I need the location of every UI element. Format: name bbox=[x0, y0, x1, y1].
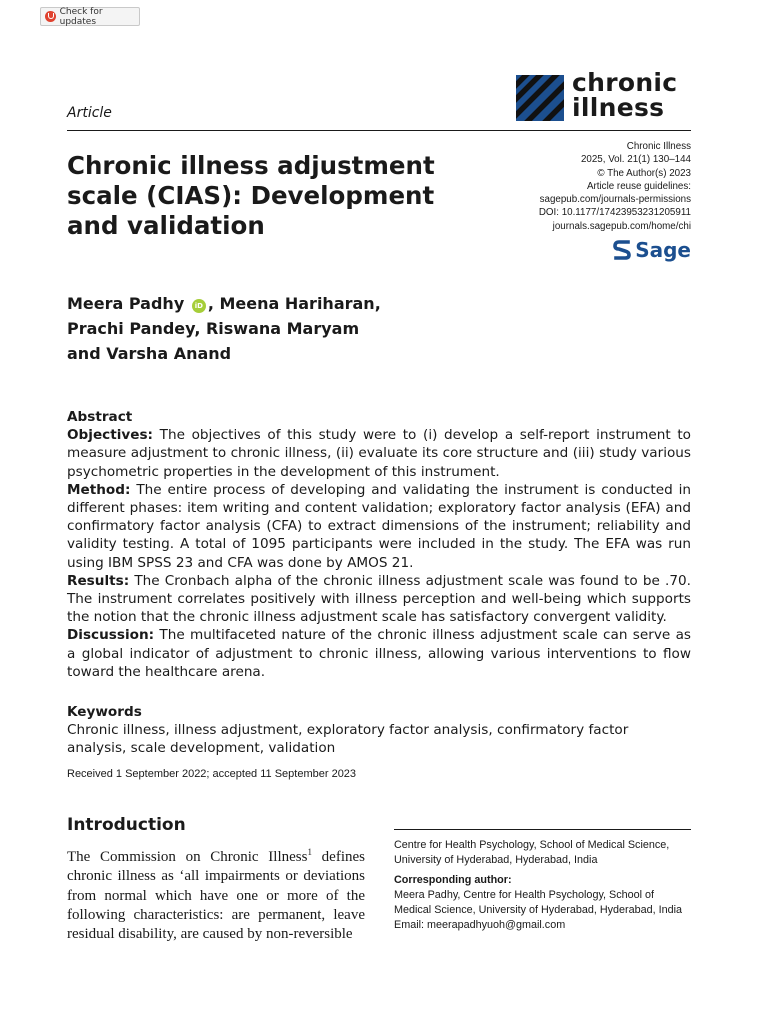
journal-logo-line1: chronic bbox=[572, 68, 678, 97]
header-rule bbox=[67, 130, 691, 131]
intro-text: defines chronic illness as ‘all impairments or deviations from normal which have one or more of the following characteristics: are permanent, leave residual disability, are caused by non-reversible bbox=[67, 849, 365, 943]
section-text: The objectives of this study were to (i) develop a self-report instrument to measure adjustment to chronic illness, (ii) evaluate its core structure and (iii) study various psychometric properties in the development of this instrument. bbox=[67, 427, 691, 480]
journal-logo-mark-icon bbox=[516, 75, 564, 121]
meta-home-link[interactable]: journals.sagepub.com/home/chi bbox=[552, 220, 691, 232]
footnote bbox=[394, 838, 694, 934]
sage-s-icon bbox=[613, 239, 631, 261]
journal-meta bbox=[539, 140, 691, 233]
check-for-updates-label: Check for updates bbox=[59, 6, 103, 27]
meta-volume: 2025, Vol. 21(1) 130–144 bbox=[580, 154, 691, 166]
section-label: Discussion: bbox=[67, 627, 155, 644]
publisher-logo bbox=[613, 238, 691, 262]
author-names: Prachi Pandey, Riswana Maryam bbox=[67, 319, 360, 338]
article-title: Chronic illness adjustment scale (CIAS): Development and validation bbox=[67, 151, 435, 240]
journal-logo bbox=[572, 70, 677, 120]
citation-ref[interactable]: 1 bbox=[307, 847, 312, 857]
introduction-heading: Introduction bbox=[67, 815, 186, 835]
affiliation: Centre for Health Psychology, School of Medical Science, University of Hyderabad, Hyderabad, India bbox=[394, 839, 670, 867]
footnote-rule bbox=[394, 829, 691, 830]
journal-logo-line2: illness bbox=[572, 93, 665, 122]
meta-reuse-link[interactable]: sagepub.com/journals-permissions bbox=[539, 194, 691, 206]
keywords-text: Chronic illness, illness adjustment, exploratory factor analysis, confirmatory factor analysis, scale development, validation bbox=[67, 722, 629, 757]
author-names: and Varsha Anand bbox=[67, 344, 232, 363]
intro-text: The Commission on Chronic Illness bbox=[67, 849, 308, 865]
check-for-updates-button[interactable] bbox=[40, 7, 140, 26]
meta-doi[interactable]: DOI: 10.1177/17423953231205911 bbox=[538, 207, 691, 219]
email[interactable]: Email: meerapadhyuoh@gmail.com bbox=[394, 919, 566, 932]
section-label: Objectives: bbox=[67, 427, 153, 444]
abstract-discussion bbox=[67, 626, 691, 681]
corresponding-text: Meera Padhy, Centre for Health Psychology, School of Medical Science, University of Hyderabad, Hyderabad, India bbox=[394, 888, 683, 917]
author-name: Meera Padhy bbox=[67, 294, 185, 313]
article-type: Article bbox=[67, 105, 112, 121]
author-names: , Meena Hariharan, bbox=[207, 294, 381, 313]
section-label: Results: bbox=[67, 572, 130, 589]
crossmark-icon bbox=[45, 11, 56, 22]
meta-reuse: Article reuse guidelines: bbox=[586, 180, 691, 192]
abstract-objectives bbox=[67, 426, 691, 481]
keywords-heading: Keywords bbox=[67, 704, 142, 720]
publisher-name: Sage bbox=[635, 238, 691, 262]
author-list bbox=[67, 291, 397, 366]
corresponding-label: Corresponding author: bbox=[394, 873, 512, 886]
orcid-icon[interactable]: iD bbox=[192, 299, 206, 313]
abstract-method bbox=[67, 481, 691, 572]
meta-copyright: © The Author(s) 2023 bbox=[597, 167, 691, 179]
keywords bbox=[67, 703, 691, 758]
section-text: The multifaceted nature of the chronic illness adjustment scale can serve as a global indicator of adjustment to chronic illness, allowing various interventions to flow toward the healthcare arena. bbox=[67, 627, 691, 680]
meta-journal: Chronic Illness bbox=[626, 141, 691, 152]
abstract bbox=[67, 408, 691, 681]
abstract-heading: Abstract bbox=[67, 409, 133, 425]
section-text: The Cronbach alpha of the chronic illness adjustment scale was found to be .70. The instrument correlates positively with illness perception and well-being which supports the notion that the chronic illness adjustment scale has satisfactory convergent validity. bbox=[67, 572, 691, 626]
section-label: Method: bbox=[67, 481, 131, 498]
received-dates: Received 1 September 2022; accepted 11 September 2023 bbox=[67, 768, 357, 780]
abstract-results bbox=[67, 572, 691, 627]
section-text: The entire process of developing and validating the instrument is conducted in different phases: item writing and content validation; exploratory factor analysis (EFA) and confirmatory factor analysis (CFA) to extract dimensions of the instrument; reliability and validity testing. A total of 1095 participants were included in the study. The EFA was run using IBM SPSS 23 and CFA was done by AMOS 21. bbox=[67, 481, 691, 571]
introduction-paragraph bbox=[67, 843, 365, 944]
